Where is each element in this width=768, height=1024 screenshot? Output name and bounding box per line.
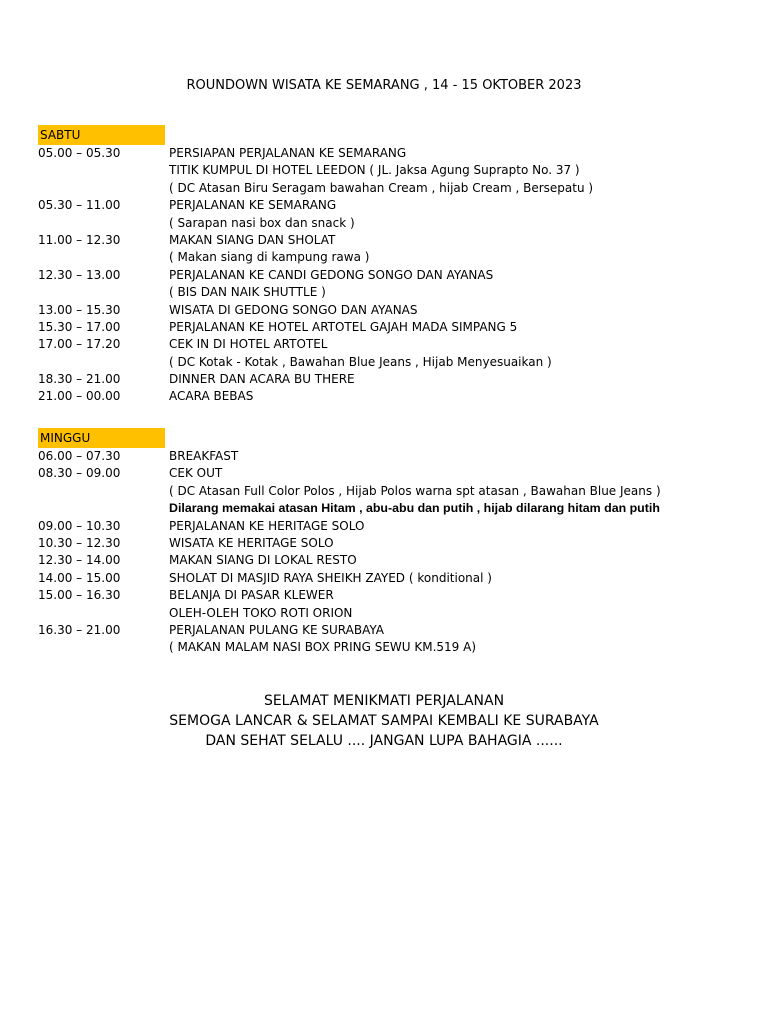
schedule-time: 21.00 – 00.00 xyxy=(38,389,121,404)
schedule-time: 05.00 – 05.30 xyxy=(38,146,121,160)
closing-message xyxy=(0,691,768,751)
schedule-time xyxy=(38,354,169,371)
schedule-row xyxy=(38,587,738,604)
schedule-row xyxy=(38,215,738,232)
schedule-activity: PERJALANAN KE HOTEL ARTOTEL GAJAH MADA SIMPANG 5 xyxy=(169,319,518,334)
schedule-row xyxy=(38,145,738,162)
schedule-activity: BELANJA DI PASAR KLEWER xyxy=(169,588,334,603)
schedule-row xyxy=(38,371,738,388)
schedule-time: 14.00 – 15.00 xyxy=(38,570,121,585)
schedule-activity: PERJALANAN KE SEMARANG xyxy=(169,198,337,213)
schedule-activity: ( DC Kotak - Kotak , Bawahan Blue Jeans , Hijab Menyesuaikan ) xyxy=(169,354,552,369)
schedule-activity: MAKAN SIANG DI LOKAL RESTO xyxy=(169,553,357,568)
schedule-row xyxy=(38,162,738,179)
schedule-activity: PERSIAPAN PERJALANAN KE SEMARANG xyxy=(169,146,407,160)
schedule-time xyxy=(38,605,169,622)
schedule-activity: ACARA BEBAS xyxy=(169,389,254,404)
schedule-time xyxy=(38,249,169,266)
schedule-activity: ( Sarapan nasi box dan snack ) xyxy=(169,215,355,230)
schedule-row xyxy=(38,284,738,301)
schedule-time: 13.00 – 15.30 xyxy=(38,302,121,317)
schedule-activity: ( DC Atasan Full Color Polos , Hijab Polos warna spt atasan , Bawahan Blue Jeans ) xyxy=(169,483,661,498)
schedule-list-sabtu xyxy=(38,145,738,406)
schedule-activity: ( Makan siang di kampung rawa ) xyxy=(169,250,370,265)
schedule-row xyxy=(38,232,738,249)
schedule-row xyxy=(38,518,738,535)
schedule-row xyxy=(38,448,738,465)
schedule-row xyxy=(38,570,738,587)
schedule-activity: CEK IN DI HOTEL ARTOTEL xyxy=(169,337,328,352)
schedule-row xyxy=(38,465,738,482)
schedule-activity: TITIK KUMPUL DI HOTEL LEEDON ( JL. Jaksa Agung Suprapto No. 37 ) xyxy=(169,163,580,178)
schedule-row xyxy=(38,535,738,552)
schedule-row xyxy=(38,483,738,500)
schedule-row xyxy=(38,197,738,214)
schedule-row xyxy=(38,267,738,284)
closing-line-3: DAN SEHAT SELALU .... JANGAN LUPA BAHAGIA ...... xyxy=(205,733,563,749)
schedule-time xyxy=(38,483,169,500)
schedule-row xyxy=(38,622,738,639)
schedule-time xyxy=(38,500,169,517)
schedule-row xyxy=(38,552,738,569)
schedule-time: 10.30 – 12.30 xyxy=(38,535,121,550)
dress-code-warning: Dilarang memakai atasan Hitam , abu-abu dan putih , hijab dilarang hitam dan putih xyxy=(169,501,660,516)
schedule-activity: ( BIS DAN NAIK SHUTTLE ) xyxy=(169,285,326,300)
schedule-time xyxy=(38,639,169,656)
schedule-time: 06.00 – 07.30 xyxy=(38,449,121,463)
schedule-activity: CEK OUT xyxy=(169,466,223,481)
schedule-activity: DINNER DAN ACARA BU THERE xyxy=(169,372,355,387)
schedule-activity: WISATA DI GEDONG SONGO DAN AYANAS xyxy=(169,302,418,317)
schedule-activity: PERJALANAN KE CANDI GEDONG SONGO DAN AYANAS xyxy=(169,267,494,282)
schedule-list-minggu xyxy=(38,448,738,657)
closing-line-1: SELAMAT MENIKMATI PERJALANAN xyxy=(263,693,505,709)
schedule-time xyxy=(38,162,169,179)
schedule-time: 12.30 – 14.00 xyxy=(38,553,121,568)
schedule-row xyxy=(38,302,738,319)
schedule-time: 15.00 – 16.30 xyxy=(38,588,121,603)
closing-line-2: SEMOGA LANCAR & SELAMAT SAMPAI KEMBALI KE SURABAYA xyxy=(169,713,599,729)
schedule-time: 18.30 – 21.00 xyxy=(38,372,121,387)
schedule-time xyxy=(38,215,169,232)
schedule-row xyxy=(38,180,738,197)
schedule-time: 15.30 – 17.00 xyxy=(38,319,121,334)
schedule-activity: WISATA KE HERITAGE SOLO xyxy=(169,535,334,550)
schedule-row xyxy=(38,249,738,266)
section-minggu xyxy=(38,428,738,657)
schedule-row xyxy=(38,354,738,371)
page-title: ROUNDOWN WISATA KE SEMARANG , 14 - 15 OKTOBER 2023 xyxy=(186,78,582,93)
day-label-minggu: MINGGU xyxy=(38,428,165,448)
schedule-time: 05.30 – 11.00 xyxy=(38,198,121,213)
schedule-time: 16.30 – 21.00 xyxy=(38,622,121,637)
day-label-sabtu: SABTU xyxy=(38,125,165,145)
schedule-row xyxy=(38,336,738,353)
schedule-row xyxy=(38,500,738,517)
schedule-time xyxy=(38,284,169,301)
schedule-activity: ( DC Atasan Biru Seragam bawahan Cream , hijab Cream , Bersepatu ) xyxy=(169,180,594,195)
schedule-time xyxy=(38,180,169,197)
schedule-time: 08.30 – 09.00 xyxy=(38,466,121,481)
schedule-row xyxy=(38,639,738,656)
schedule-time: 11.00 – 12.30 xyxy=(38,232,121,247)
schedule-activity: PERJALANAN PULANG KE SURABAYA xyxy=(169,622,384,637)
schedule-activity: ( MAKAN MALAM NASI BOX PRING SEWU KM.519 A) xyxy=(169,640,477,655)
schedule-activity: MAKAN SIANG DAN SHOLAT xyxy=(169,232,336,247)
schedule-time: 09.00 – 10.30 xyxy=(38,518,121,533)
schedule-row xyxy=(38,388,738,405)
schedule-row xyxy=(38,605,738,622)
schedule-time: 17.00 – 17.20 xyxy=(38,337,121,352)
schedule-time: 12.30 – 13.00 xyxy=(38,267,121,282)
schedule-activity: SHOLAT DI MASJID RAYA SHEIKH ZAYED ( konditional ) xyxy=(169,570,492,585)
schedule-activity: PERJALANAN KE HERITAGE SOLO xyxy=(169,518,365,533)
schedule-activity: OLEH-OLEH TOKO ROTI ORION xyxy=(169,605,353,620)
schedule-row xyxy=(38,319,738,336)
section-sabtu xyxy=(38,125,738,406)
schedule-activity: BREAKFAST xyxy=(169,449,239,463)
